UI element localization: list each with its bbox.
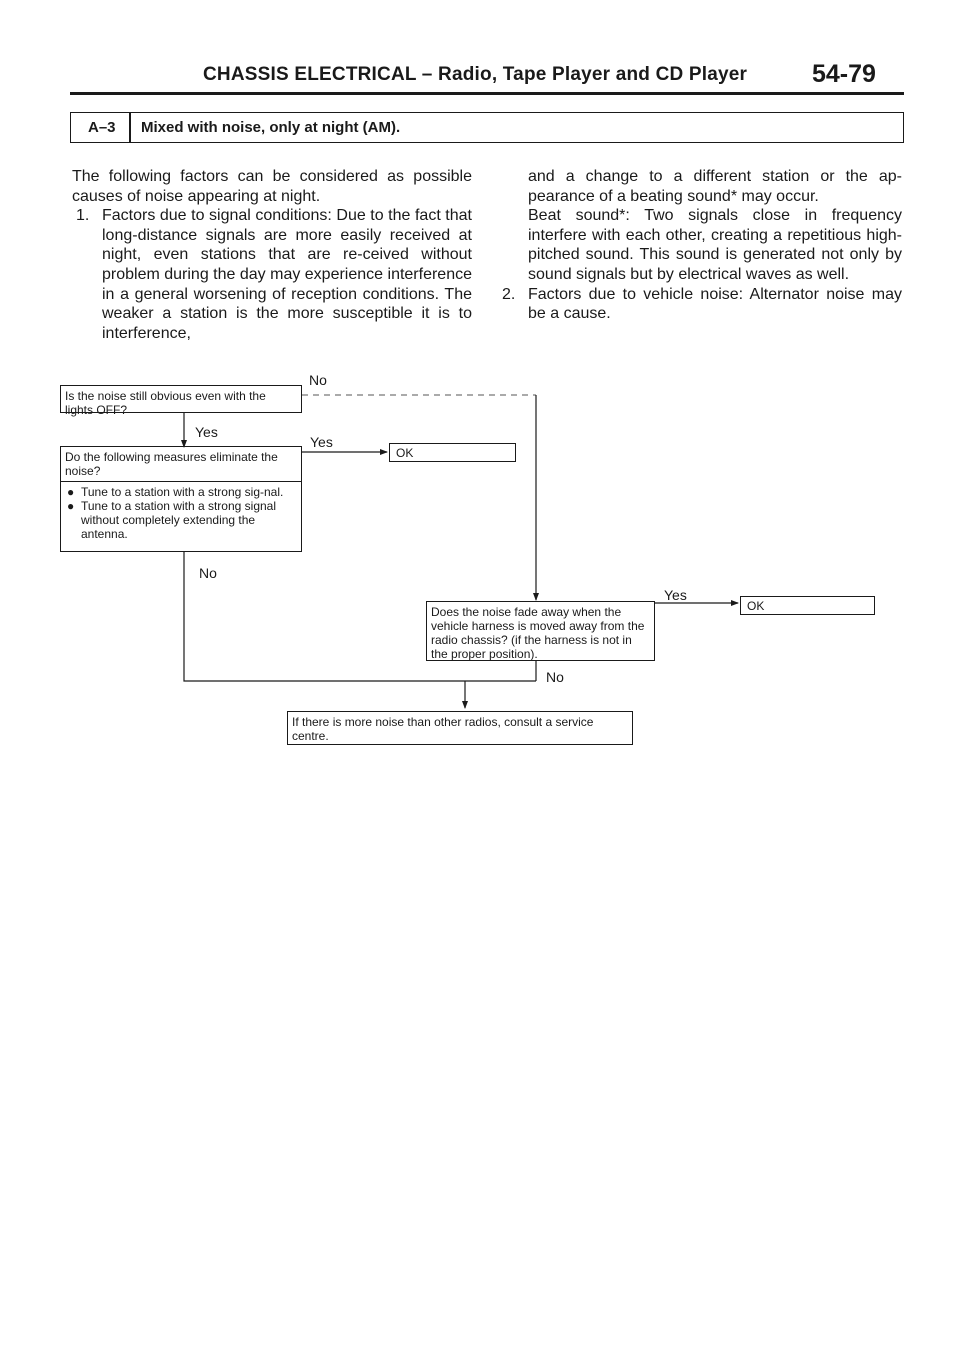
flow-label-q3-yes: Yes bbox=[664, 587, 687, 603]
flow-label-q2-no: No bbox=[199, 565, 217, 581]
page-header-title: CHASSIS ELECTRICAL – Radio, Tape Player and CD Player bbox=[203, 64, 748, 85]
flow-label-q3-no: No bbox=[546, 669, 564, 685]
factor-item-1-number: 1. bbox=[76, 207, 90, 225]
factor-item-1-text: Factors due to signal conditions: Due to the fact that long-distance signals are more easily received at night, even stations that are re-ceived without problem during the day may experience interference in a general worsening of reception conditions. The weaker a station is the more susceptible it is to interference, bbox=[102, 207, 472, 342]
flow-question-measures bbox=[60, 446, 302, 552]
flow-question-measures-title: Do the following measures eliminate the noise? bbox=[61, 447, 301, 482]
flow-label-q1-no: No bbox=[309, 372, 327, 388]
flow-measure-item: ● Tune to a station with a strong sig-nal. bbox=[67, 485, 284, 499]
flow-final-consult-service: If there is more noise than other radios, consult a service centre. bbox=[287, 711, 633, 745]
flow-ok-result-2: OK bbox=[740, 596, 875, 615]
flow-label-q1-yes: Yes bbox=[195, 424, 218, 440]
flow-label-q2-yes: Yes bbox=[310, 434, 333, 450]
flow-question-harness: Does the noise fade away when the vehicle harness is moved away from the radio chassis? (if the harness is not in the proper position). bbox=[426, 601, 655, 661]
factor-item-1-continued-text: and a change to a different station or the ap-pearance of a beating sound* may occur. bbox=[528, 168, 902, 205]
intro-paragraph: The following factors can be considered as possible causes of noise appearing at night. bbox=[72, 168, 472, 205]
bullet-icon: ● bbox=[67, 499, 75, 513]
section-code: A–3 bbox=[88, 119, 116, 136]
flow-measures-list bbox=[61, 482, 301, 544]
bullet-icon: ● bbox=[67, 485, 75, 499]
flow-measure-item: ● Tune to a station with a strong signal without completely extending the antenna. bbox=[67, 499, 276, 541]
section-title: Mixed with noise, only at night (AM). bbox=[141, 119, 401, 136]
factor-item-2-text: Factors due to vehicle noise: Alternator noise may be a cause. bbox=[528, 285, 902, 323]
beat-sound-note-text: Beat sound*: Two signals close in frequency interfere with each other, creating a repetitious high-pitched sound. This sound is generated not only by sound signals but by electrical waves as well. bbox=[528, 207, 902, 283]
flow-question-lights-off: Is the noise still obvious even with the lights OFF? bbox=[60, 385, 302, 413]
page-number: 54-79 bbox=[812, 60, 876, 88]
factor-item-2-number: 2. bbox=[502, 285, 516, 303]
flow-ok-result-1: OK bbox=[389, 443, 516, 462]
